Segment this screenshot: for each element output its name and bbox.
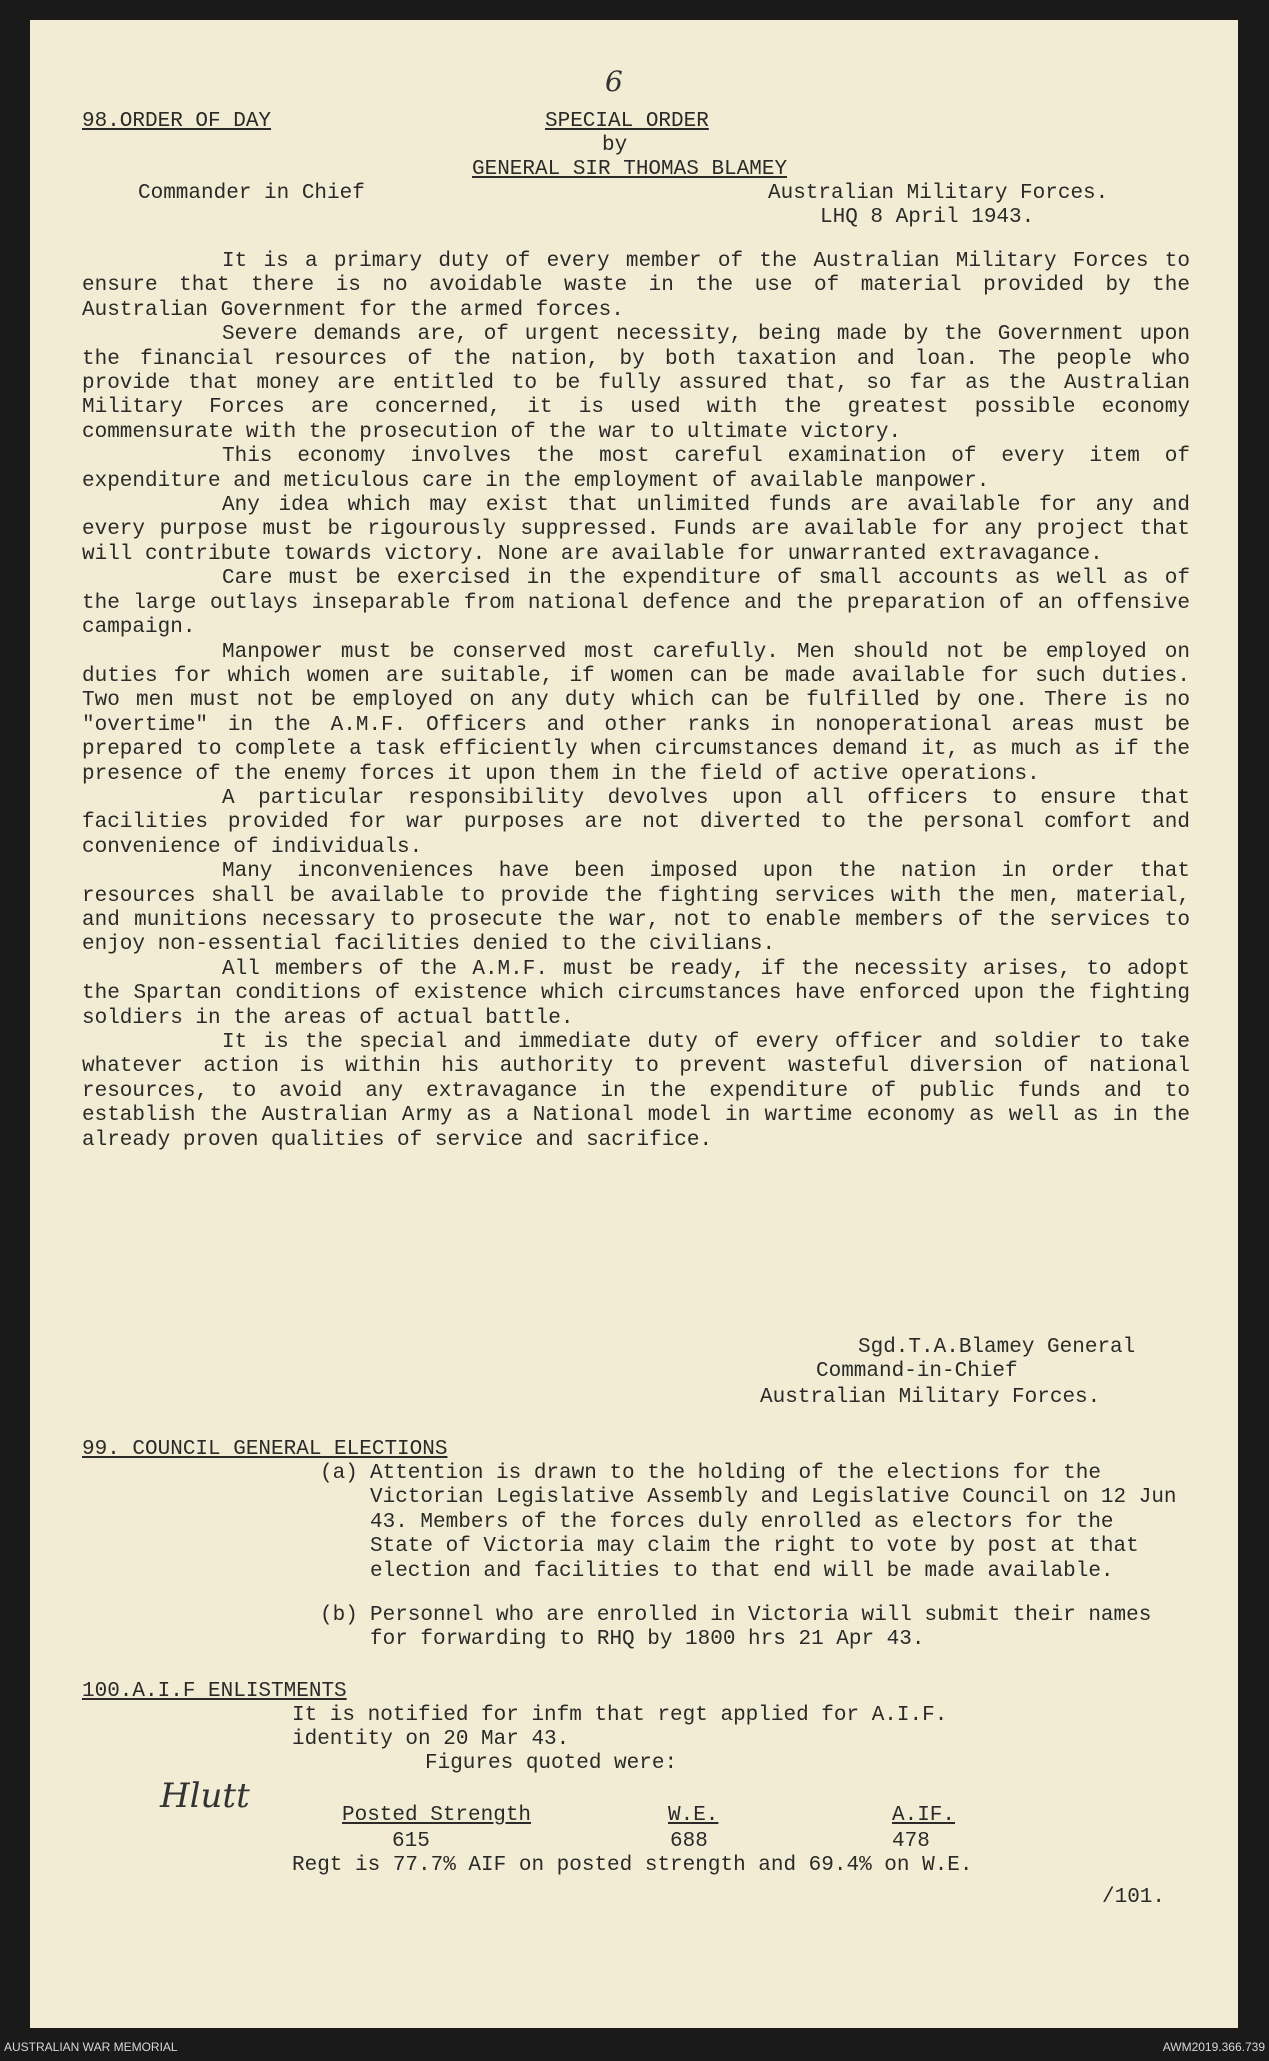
enlistment-summary: Regt is 77.7% AIF on posted strength and 69.4% on W.E.	[292, 1854, 973, 1877]
item-label-b: (b)	[320, 1604, 358, 1627]
posted-strength-value: 615	[392, 1830, 430, 1853]
footer-catalogue-number: AWM2019.366.739	[1162, 2040, 1265, 2054]
signature-line-1: Sgd.T.A.Blamey General	[858, 1336, 1136, 1359]
we-value: 688	[670, 1830, 708, 1853]
aif-label: A.IF.	[892, 1804, 956, 1827]
order-paragraph: Care must be exercised in the expenditure of small accounts as well as of the large outlays inseparable from national defence and the preparation of an offensive campaign.	[82, 567, 1190, 640]
document-page	[30, 20, 1238, 2028]
enlistment-line-1: It is notified for infm that regt applied for A.I.F.	[292, 1704, 948, 1727]
posted-strength-label: Posted Strength	[342, 1804, 532, 1827]
order-paragraph: All members of the A.M.F. must be ready, if the necessity arises, to adopt the Spartan conditions of existence which circumstances have enforced upon the fighting soldiers in the areas of actual battle.	[82, 957, 1190, 1030]
we-label: W.E.	[668, 1804, 719, 1827]
order-paragraph: Many inconveniences have been imposed upon the nation in order that resources shall be available to provide the fighting services with the men, material, and munitions necessary to prosecute the war, not to enable members of the services to enjoy non-essential facilities denied to the civilians.	[82, 860, 1190, 957]
item-label-a: (a)	[320, 1462, 358, 1485]
footer-archive-name: AUSTRALIAN WAR MEMORIAL	[4, 2040, 178, 2054]
enlistment-line-2: identity on 20 Mar 43.	[292, 1728, 570, 1751]
enlistment-line-3: Figures quoted were:	[425, 1752, 678, 1775]
order-paragraph: Any idea which may exist that unlimited funds are available for any and every purpose must be rigourously suppressed. Funds are available for any project that will contribute towards victory. None are available for unwarranted extravagance.	[82, 494, 1190, 566]
continued-marker: /101.	[1102, 1886, 1166, 1909]
page-number-handwritten: 6	[605, 65, 623, 98]
order-paragraph: A particular responsibility devolves upon all officers to ensure that facilities provided for war purposes are not diverted to the personal comfort and convenience of individuals.	[82, 786, 1190, 859]
section-100-heading: 100.A.I.F ENLISTMENTS	[82, 1680, 347, 1703]
order-paragraph: It is the special and immediate duty of every officer and soldier to take whatever action is within his authority to prevent wasteful diversion of national resources, to avoid any extravagance in the expenditure of public funds and to establish the Australian Army as a National model in wartime economy as well as in the already proven qualities of service and sacrifice.	[82, 1031, 1190, 1152]
item-b-text: Personnel who are enrolled in Victoria will submit their names for forwarding to RHQ by 1800 hrs 21 Apr 43.	[370, 1604, 1152, 1652]
order-author: GENERAL SIR THOMAS BLAMEY	[472, 158, 788, 181]
signature-line-2: Command-in-Chief	[816, 1360, 1018, 1383]
aif-value: 478	[892, 1830, 930, 1853]
order-by: by	[602, 134, 628, 157]
signature-line-3: Australian Military Forces.	[760, 1386, 1101, 1409]
order-date: LHQ 8 April 1943.	[820, 206, 1035, 229]
section-99-heading: 99. COUNCIL GENERAL ELECTIONS	[82, 1438, 448, 1461]
order-paragraph: This economy involves the most careful examination of every item of expenditure and meticulous care in the employment of available manpower.	[82, 445, 1190, 493]
organisation: Australian Military Forces.	[768, 182, 1109, 205]
order-body	[82, 250, 1190, 1153]
item-a-text: Attention is drawn to the holding of the elections for the Victorian Legislative Assembly and Legislative Council on 12 Jun 43. Members of the forces duly enrolled as electors for the State of Victoria may claim the right to vote by post at that election and facilities to that end will be made available.	[370, 1462, 1177, 1583]
author-title: Commander in Chief	[138, 182, 365, 205]
handwritten-initials: Hlutt	[160, 1776, 250, 1816]
section-98-heading: 98.ORDER OF DAY	[82, 110, 272, 133]
order-paragraph: Manpower must be conserved most carefully. Men should not be employed on duties for which women are suitable, if women can be made available for such duties. Two men must not be employed on any duty which can be fulfilled by one. There is no "overtime" in the A.M.F. Officers and other ranks in nonoperational areas must be prepared to complete a task efficiently when circumstances demand it, as much as if the presence of the enemy forces it upon them in the field of active operations.	[82, 640, 1190, 786]
order-paragraph: Severe demands are, of urgent necessity, being made by the Government upon the financial resources of the nation, by both taxation and loan. The people who provide that money are entitled to be fully assured that, so far as the Australian Military Forces are concerned, it is used with the greatest possible economy commensurate with the prosecution of the war to ultimate victory.	[82, 323, 1190, 444]
order-paragraph: It is a primary duty of every member of the Australian Military Forces to ensure that there is no avoidable waste in the use of material provided by the Australian Government for the armed forces.	[82, 250, 1190, 322]
special-order-title: SPECIAL ORDER	[545, 110, 709, 133]
